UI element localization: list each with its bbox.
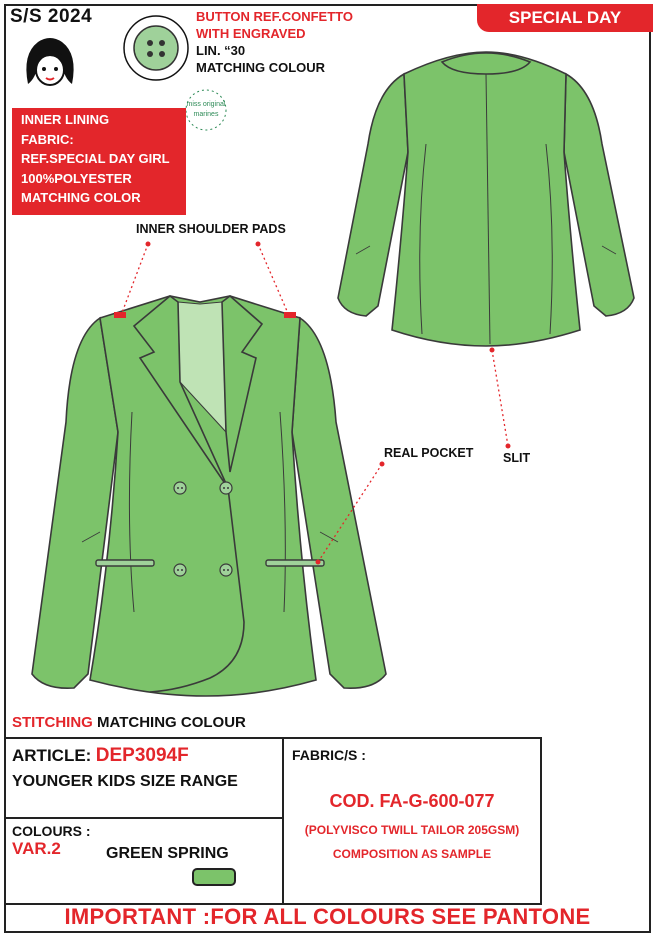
- lining-line: FABRIC:: [21, 131, 74, 147]
- lining-line: 100%POLYESTER: [21, 170, 132, 186]
- shoulder-pads-label: INNER SHOULDER PADS: [136, 222, 286, 236]
- important-footer: IMPORTANT :FOR ALL COLOURS SEE PANTONE: [64, 904, 591, 929]
- article-code: DEP3094F: [95, 745, 189, 766]
- fabric-composition: COMPOSITION AS SAMPLE: [332, 847, 492, 861]
- slit-label: SLIT: [503, 451, 531, 465]
- fabric-box: [282, 737, 542, 905]
- button-ref: BUTTON REF.CONFETTO: [196, 9, 353, 24]
- lining-line: REF.SPECIAL DAY GIRL: [21, 151, 170, 166]
- button-engraved: WITH ENGRAVED: [196, 26, 306, 41]
- article-line: [12, 745, 189, 767]
- colour-name: GREEN SPRING: [106, 845, 229, 862]
- colours-label: COLOURS :: [12, 823, 91, 839]
- stitching-note: [12, 714, 246, 731]
- lining-line: INNER LINING: [21, 112, 110, 127]
- fabric-description: (POLYVISCO TWILL TAILOR 205GSM): [304, 823, 520, 837]
- colour-variant: VAR.2: [12, 839, 61, 858]
- collection-tag: SPECIAL DAY: [477, 4, 653, 32]
- colours-box: [4, 817, 284, 905]
- svg-text:marines: marines: [193, 111, 219, 118]
- fabric-code: COD. FA-G-600-077: [329, 791, 495, 811]
- stitching-value: MATCHING COLOUR: [97, 714, 246, 731]
- article-label: ARTICLE:: [12, 746, 92, 765]
- colour-swatch: [192, 868, 236, 886]
- season-label: S/S 2024: [10, 6, 93, 27]
- lining-line: MATCHING COLOR: [21, 190, 141, 205]
- fabric-label: FABRIC/S :: [292, 747, 366, 763]
- real-pocket-label: REAL POCKET: [384, 446, 474, 460]
- size-range: YOUNGER KIDS SIZE RANGE: [12, 773, 238, 790]
- button-lin: LIN. “30: [196, 43, 246, 58]
- button-colour: MATCHING COLOUR: [196, 60, 326, 75]
- svg-text:miss original: miss original: [186, 101, 226, 108]
- stitching-label: STITCHING: [12, 714, 93, 731]
- article-box: [4, 737, 284, 819]
